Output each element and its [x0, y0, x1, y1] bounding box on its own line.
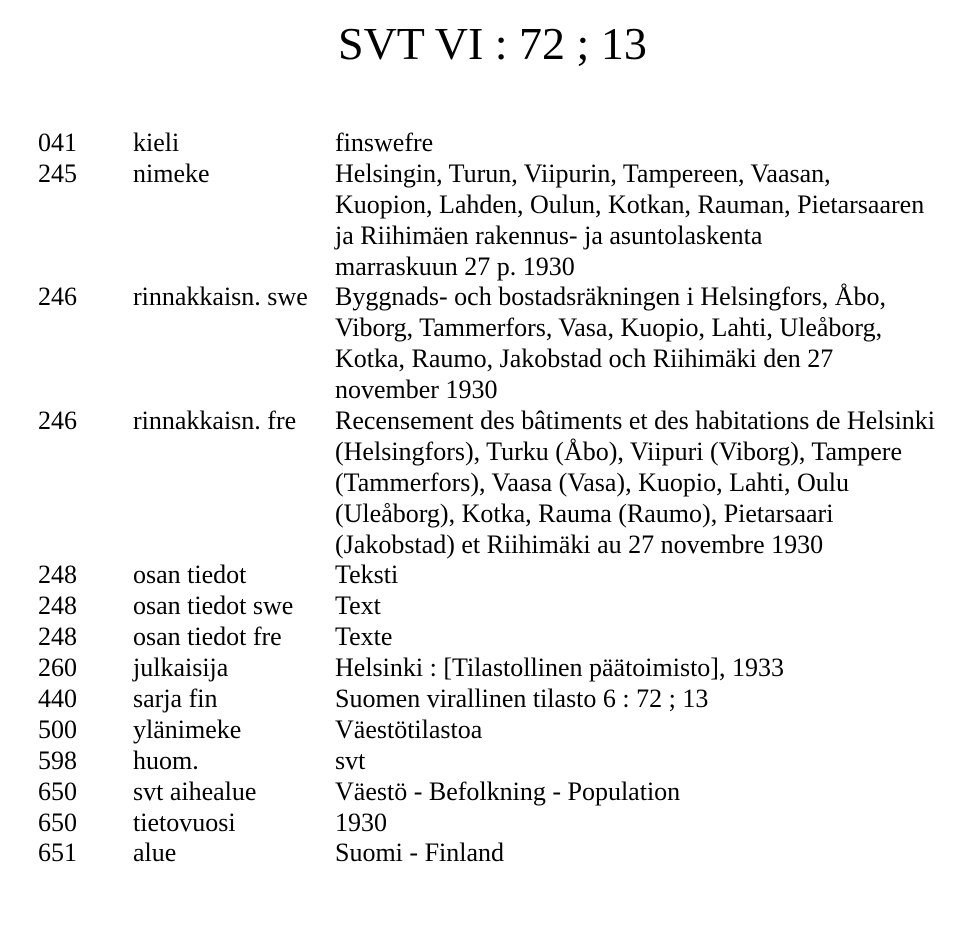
record-code: 260	[38, 653, 77, 683]
record-row	[0, 746, 960, 777]
record-row	[0, 560, 960, 591]
record-field: huom.	[133, 745, 199, 775]
record-value-line: Suomen virallinen tilasto 6 : 72 ; 13	[335, 684, 709, 714]
record-value-line: Teksti	[335, 560, 399, 590]
record-value-line: Helsingin, Turun, Viipurin, Tampereen, Vaasan,	[335, 158, 831, 188]
document-title: SVT VI : 72 ; 13	[338, 18, 647, 69]
record-value	[335, 777, 960, 808]
record-field: osan tiedot fre	[133, 622, 282, 652]
record-value-line: svt	[335, 745, 366, 775]
record-field: alue	[133, 838, 177, 868]
record-value-line: finswefre	[335, 128, 434, 157]
record-code: 440	[38, 684, 77, 714]
record-value-line: Kotka, Raumo, Jakobstad och Riihimäki den 27	[335, 344, 834, 374]
record-value	[335, 591, 960, 622]
record-value-line: Viborg, Tammerfors, Vasa, Kuopio, Lahti, Uleåborg,	[335, 313, 883, 343]
record-value	[335, 560, 960, 591]
record-value-line: Byggnads- och bostadsräkningen i Helsingfors, Åbo,	[335, 282, 886, 312]
record-field: rinnakkaisn. fre	[133, 406, 297, 436]
record-value-line: Text	[335, 591, 381, 621]
record-code: 650	[38, 776, 77, 806]
record-code: 650	[38, 807, 77, 837]
record-code: 245	[38, 158, 77, 188]
record-value	[335, 128, 960, 159]
record-row	[0, 591, 960, 622]
record-value-line: (Tammerfors), Vaasa (Vasa), Kuopio, Lahti, Oulu	[335, 467, 849, 497]
record-code: 248	[38, 560, 77, 590]
record-list	[0, 128, 960, 869]
record-row	[0, 777, 960, 808]
record-value	[335, 808, 960, 839]
record-value-line: (Jakobstad) et Riihimäki au 27 novembre 1930	[335, 529, 824, 559]
record-value-line: Väestö - Befolkning - Population	[335, 776, 681, 806]
record-code: 500	[38, 714, 77, 744]
record-code: 246	[38, 406, 77, 436]
record-value-line: 1930	[335, 807, 387, 837]
record-field: ylänimeke	[133, 714, 242, 744]
record-field: tietovuosi	[133, 807, 236, 837]
record-code: 248	[38, 622, 77, 652]
record-value-line: november 1930	[335, 375, 498, 405]
record-value	[335, 159, 960, 283]
record-field: osan tiedot swe	[133, 591, 294, 621]
record-field: svt aihealue	[133, 776, 257, 806]
record-row	[0, 808, 960, 839]
record-row	[0, 684, 960, 715]
record-value-line: ja Riihimäen rakennus- ja asuntolaskenta	[335, 220, 763, 250]
record-value-line: Helsinki : [Tilastollinen päätoimisto], 1933	[335, 653, 784, 683]
record-value-line: (Helsingfors), Turku (Åbo), Viipuri (Viborg), Tampere	[335, 436, 902, 466]
record-value-line: marraskuun 27 p. 1930	[335, 251, 575, 281]
record-value-line: Suomi - Finland	[335, 838, 505, 868]
record-value	[335, 653, 960, 684]
record-field: julkaisija	[133, 653, 229, 683]
record-value	[335, 282, 960, 406]
record-field: osan tiedot	[133, 560, 247, 590]
record-row	[0, 282, 960, 406]
record-value-line: (Uleåborg), Kotka, Rauma (Raumo), Pietarsaari	[335, 498, 834, 528]
record-row	[0, 715, 960, 746]
record-row	[0, 406, 960, 560]
record-value	[335, 406, 960, 560]
record-value	[335, 715, 960, 746]
record-code: 246	[38, 282, 77, 312]
record-code: 041	[38, 128, 77, 157]
record-value-line: Texte	[335, 622, 393, 652]
record-value	[335, 838, 960, 869]
record-field: sarja fin	[133, 684, 218, 714]
record-value	[335, 622, 960, 653]
record-field: rinnakkaisn. swe	[133, 282, 308, 312]
record-row	[0, 838, 960, 869]
record-value	[335, 684, 960, 715]
record-code: 248	[38, 591, 77, 621]
record-row	[0, 653, 960, 684]
record-value-line: Väestötilastoa	[335, 714, 483, 744]
record-value	[335, 746, 960, 777]
record-row	[0, 128, 960, 159]
record-code: 598	[38, 745, 77, 775]
record-row	[0, 159, 960, 283]
record-value-line: Kuopion, Lahden, Oulun, Kotkan, Rauman, Pietarsaaren	[335, 189, 925, 219]
record-field: nimeke	[133, 158, 210, 188]
record-value-line: Recensement des bâtiments et des habitations de Helsinki	[335, 406, 936, 436]
record-row	[0, 622, 960, 653]
record-code: 651	[38, 838, 77, 868]
record-field: kieli	[133, 128, 180, 157]
